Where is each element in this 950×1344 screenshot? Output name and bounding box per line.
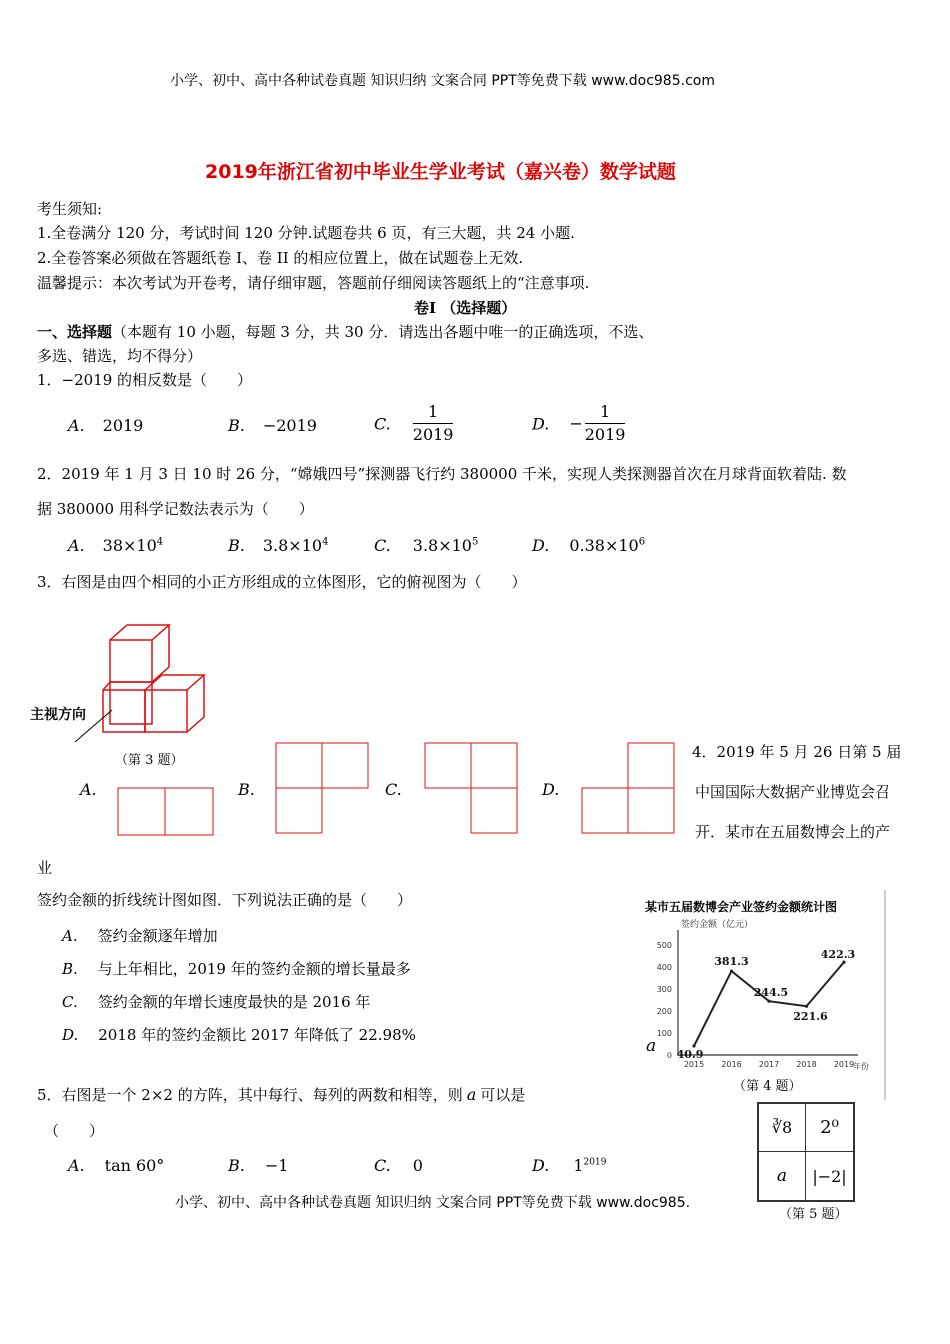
chart-x-tick: 2019 — [833, 1060, 855, 1069]
q5-option-a-label: A. — [68, 1156, 85, 1175]
q2-option-a-label: A. — [68, 536, 85, 555]
q5-stem-2: （ ） — [44, 1122, 105, 1140]
q2-option-c-base: 3.8×10 — [412, 536, 472, 555]
chart-x-tick: 2016 — [721, 1060, 742, 1069]
section-1-desc-2: 多选、错选，均不得分） — [37, 347, 203, 365]
q3-cubes-figure — [70, 620, 230, 750]
q1-option-c-fraction — [413, 403, 454, 445]
q1-option-a — [68, 416, 143, 435]
q5-option-c-label: C. — [374, 1156, 391, 1175]
q5-caption: （第 5 题） — [779, 1207, 848, 1222]
q1-option-d-denominator: 2019 — [584, 425, 626, 445]
q1-option-c-numerator: 1 — [413, 403, 454, 424]
q2-option-d-exp: 6 — [638, 536, 646, 548]
q5-option-b-text: −1 — [264, 1156, 289, 1175]
q5-option-d-label: D. — [532, 1156, 550, 1175]
q3-stem: 3．右图是由四个相同的小正方形组成的立体图形，它的俯视图为（ ） — [37, 573, 527, 591]
q3-option-b-label: B. — [238, 780, 255, 799]
chart-title: 某市五届数博会产业签约金额统计图 — [645, 900, 838, 914]
section-1-label: 一、选择题 — [37, 323, 113, 341]
volume-title: 卷Ⅰ （选择题） — [414, 299, 517, 317]
q3-option-b-figure — [276, 743, 370, 835]
q4-option-c-text: 签约金额的年增长速度最快的是 2016 年 — [97, 993, 371, 1011]
q4-option-a-text: 签约金额逐年增加 — [97, 927, 218, 945]
q3-option-a-label: A. — [80, 780, 97, 799]
exam-title: 2019年浙江省初中毕业生学业考试（嘉兴卷）数学试题 — [205, 161, 676, 183]
q5-option-c-text: 0 — [412, 1156, 423, 1175]
chart-origin: 0 — [666, 1051, 672, 1060]
chart-x-tick: 2015 — [683, 1060, 705, 1069]
chart-y-tick: 500 — [656, 941, 672, 950]
q1-option-d-sign: − — [569, 414, 583, 434]
q4-stem-e: 签约金额的折线统计图如图．下列说法正确的是（ ） — [37, 891, 413, 909]
chart-point — [767, 1000, 770, 1003]
q3-option-c-figure — [425, 743, 519, 835]
q1-option-c-label: C. — [374, 414, 391, 434]
q5-var: a — [466, 1085, 477, 1104]
q5-grid-cell: 2⁰ — [806, 1104, 853, 1152]
notice-tip: 温馨提示：本次考试为开卷考，请仔细审题，答题前仔细阅读答题纸上的“注意事项. — [37, 274, 590, 292]
q5-grid — [757, 1102, 855, 1202]
q3-option-d-label: D. — [542, 780, 560, 799]
q2-option-a-base: 38×10 — [102, 536, 157, 555]
q5-grid-cell: |−2| — [812, 1166, 847, 1186]
q3-option-c-label: C. — [385, 780, 402, 799]
chart-y-tick: 300 — [656, 985, 672, 994]
q4-option-c-label: C. — [62, 993, 78, 1011]
chart-x-label: 年份 — [853, 1062, 869, 1071]
q4-line-chart — [640, 915, 880, 1075]
chart-data-label: 40.9 — [676, 1048, 704, 1062]
q2-stem-1: 2．2019 年 1 月 3 日 10 时 26 分，“嫦娥四号”探测器飞行约 380000 千米，实现人类探测器首次在月球背面软着陆. 数 — [37, 465, 847, 483]
q5-stem-1-text: 5．右图是一个 2×2 的方阵，其中每行、每列的两数和相等，则 — [37, 1086, 463, 1104]
q2-option-b-exp: 4 — [322, 536, 329, 548]
q4-option-d — [62, 1024, 416, 1045]
q1-option-d-numerator: 1 — [585, 403, 626, 424]
chart-y-tick: 200 — [656, 1007, 672, 1016]
q3-option-d-figure — [582, 743, 676, 835]
notice-line-2: 2.全卷答案必须做在答题纸卷 I、卷 II 的相应位置上，做在试题卷上无效. — [37, 249, 524, 267]
q2-option-a-exp: 4 — [156, 536, 164, 548]
notice-line-1: 1.全卷满分 120 分，考试时间 120 分钟.试题卷共 6 页，有三大题，共 24 小题. — [37, 224, 575, 242]
section-1-heading — [37, 321, 653, 342]
chart-data-label: 244.5 — [753, 986, 789, 1000]
q4-stem-c: 开．某市在五届数博会上的产 — [695, 823, 891, 841]
q1-option-a-text: 2019 — [102, 416, 144, 435]
q1-option-d-fraction — [585, 403, 626, 445]
chart-data-label: 381.3 — [714, 955, 749, 969]
q5-option-a-text: tan 60° — [104, 1156, 165, 1175]
q4-option-d-label: D. — [62, 1026, 79, 1044]
chart-x-tick: 2018 — [796, 1060, 817, 1069]
q5-option-a — [68, 1156, 164, 1175]
q5-stem-1b: 可以是 — [480, 1086, 526, 1104]
section-1-desc: （本题有 10 小题，每题 3 分，共 30 分．请选出各题中唯一的正确选项，不选、 — [112, 323, 654, 341]
chart-series-line — [694, 962, 844, 1046]
q5-option-d-base: 1 — [573, 1156, 584, 1175]
q5-grid-cell: ∛8 — [759, 1104, 806, 1152]
q4-option-c — [62, 991, 370, 1012]
q4-corner-letter: a — [646, 1036, 657, 1056]
q2-option-c — [374, 536, 478, 555]
q2-option-c-exp: 5 — [471, 536, 479, 548]
q1-option-b-label: B. — [228, 416, 245, 435]
q3-view-label: 主视方向 — [30, 707, 86, 723]
q1-option-d — [532, 403, 625, 445]
q1-option-a-label: A. — [68, 416, 85, 435]
q4-option-a — [62, 925, 218, 946]
chart-y-tick: 100 — [656, 1029, 672, 1038]
notice-heading: 考生须知: — [37, 200, 103, 218]
q2-option-b-label: B. — [228, 536, 245, 555]
q5-option-d — [532, 1156, 606, 1175]
q3-caption: （第 3 题） — [115, 753, 184, 768]
q3-option-a-figure — [118, 788, 214, 836]
q1-stem: 1．−2019 的相反数是（ ） — [37, 371, 253, 389]
q5-option-b-label: B. — [228, 1156, 245, 1175]
chart-point — [730, 970, 733, 973]
page-header: 小学、初中、高中各种试卷真题 知识归纳 文案合同 PPT等免费下载 www.doc985.com — [170, 73, 715, 89]
q5-option-d-exp: 2019 — [583, 1157, 607, 1168]
q5-option-c — [374, 1156, 423, 1175]
q1-option-d-label: D. — [532, 414, 550, 434]
chart-x-tick: 2017 — [758, 1060, 780, 1069]
q4-option-a-label: A. — [62, 927, 78, 945]
q2-option-b — [228, 536, 328, 555]
chart-y-label: 签约金额（亿元） — [681, 920, 754, 930]
q5-grid-cell: a — [759, 1152, 806, 1200]
q1-option-c-denominator: 2019 — [412, 425, 454, 445]
chart-data-label: 221.6 — [793, 1010, 828, 1024]
q2-option-a — [68, 536, 163, 555]
q2-option-c-label: C. — [374, 536, 391, 555]
q2-option-b-base: 3.8×10 — [262, 536, 323, 555]
q2-option-d-base: 0.38×10 — [569, 536, 639, 555]
q5-option-b — [228, 1156, 288, 1175]
chart-data-label: 422.3 — [820, 948, 856, 962]
chart-point — [805, 1005, 808, 1008]
q4-option-b-text: 与上年相比，2019 年的签约金额的增长量最多 — [97, 960, 411, 978]
q4-stem-a: 4．2019 年 5 月 26 日第 5 届 — [692, 743, 902, 761]
q5-stem-1 — [37, 1084, 525, 1105]
q4-stem-d: 业 — [37, 859, 53, 877]
page-footer: 小学、初中、高中各种试卷真题 知识归纳 文案合同 PPT等免费下载 www.doc985. — [175, 1195, 691, 1211]
q4-caption: （第 4 题） — [733, 1079, 802, 1094]
q4-option-d-text: 2018 年的签约金额比 2017 年降低了 22.98% — [98, 1026, 416, 1044]
q4-option-b — [62, 958, 411, 979]
q1-option-b — [228, 416, 317, 435]
q1-option-c — [374, 403, 453, 445]
q2-option-d — [532, 536, 645, 555]
q4-stem-b: 中国国际大数据产业博览会召 — [695, 783, 891, 801]
q2-option-d-label: D. — [532, 536, 550, 555]
q1-option-b-text: −2019 — [262, 416, 317, 435]
q2-stem-2: 据 380000 用科学记数法表示为（ ） — [37, 500, 314, 518]
chart-y-tick: 400 — [656, 963, 672, 972]
q4-option-b-label: B. — [62, 960, 78, 978]
